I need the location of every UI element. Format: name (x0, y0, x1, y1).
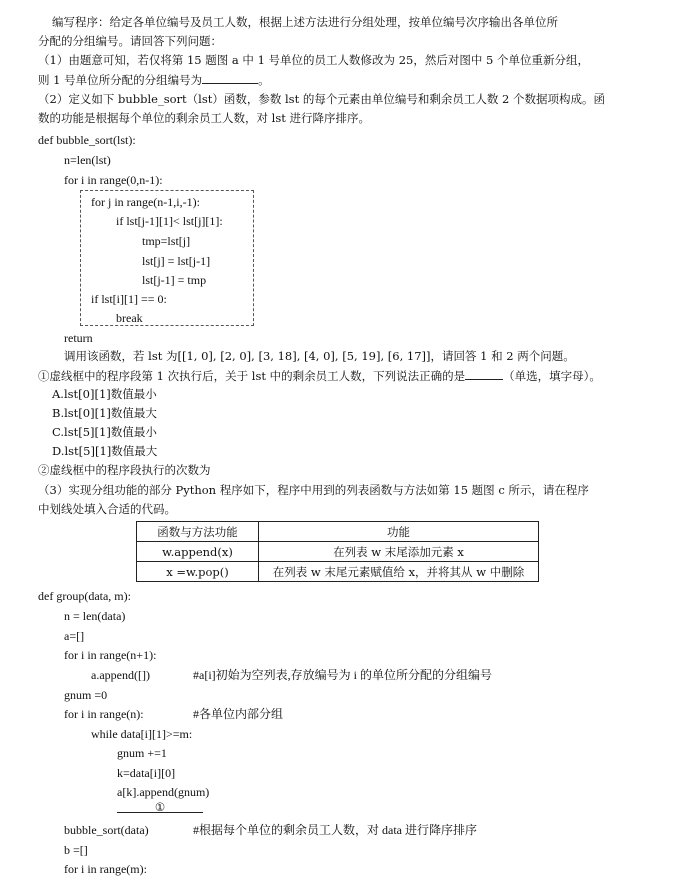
code-line: k=data[i][0] (117, 766, 176, 780)
q3-line-2: 中划线处填入合适的代码。 (38, 502, 176, 516)
option-d: D.lst[5][1]数值最大 (52, 444, 158, 458)
code-line: gnum =0 (64, 688, 108, 702)
code-comment: #各单位内部分组 (193, 707, 284, 721)
sub1-answer-blank[interactable] (465, 368, 503, 380)
q1-answer-blank[interactable] (202, 72, 258, 84)
table-row (137, 542, 539, 562)
intro-line-1: 编写程序：给定各单位编号及员工人数，根据上述方法进行分组处理，按单位编号次序输出各单位所 (52, 15, 558, 29)
option-b: B.lst[0][1]数值最大 (52, 406, 157, 420)
table-header-cell: 功能 (259, 522, 539, 542)
code-line: return (64, 331, 93, 345)
q1-line-1: （1）由题意可知，若仅将第 15 题图 a 中 1 号单位的员工人数修改为 25，然后对图中 5 个单位重新分组， (38, 53, 589, 67)
function-table (136, 521, 539, 582)
sub1-stem: ①虚线框中的程序段第 1 次执行后，关于 lst 中的剩余员工人数，下列说法正确的是 （单选，填字母）。 (38, 369, 601, 383)
code-line: a[k].append(gnum) (117, 785, 210, 799)
fill-blank-1[interactable] (117, 798, 203, 813)
blank-number-label: ① (154, 800, 166, 814)
q3-line-1: （3）实现分组功能的部分 Python 程序如下，程序中用到的列表函数与方法如第 15 题图 c 所示，请在程序 (38, 483, 589, 497)
code-comment: #根据每个单位的剩余员工人数，对 data 进行降序排序 (193, 823, 477, 837)
code-line: gnum +=1 (117, 746, 167, 760)
q2-line-1: （2）定义如下 bubble_sort（lst）函数，参数 lst 的每个元素由单位编号和剩余员工人数 2 个数据项构成。函 (38, 92, 605, 106)
table-cell: 在列表 w 末尾元素赋值给 x，并将其从 w 中删除 (259, 562, 539, 582)
code-line: if lst[i][1] == 0: (91, 292, 167, 306)
q2-line-2: 数的功能是根据每个单位的剩余员工人数，对 lst 进行降序排序。 (38, 111, 371, 125)
call-description: 调用该函数，若 lst 为[[1, 0], [2, 0], [3, 18], [4, 0], [5, 19], [6, 17]]，请回答 1 和 2 两个问题。 (64, 349, 575, 363)
code-line: while data[i][1]>=m: (91, 727, 193, 741)
table-row (137, 562, 539, 582)
code-line: b =[] (64, 843, 88, 857)
code-line: a.append([]) (91, 668, 150, 682)
code-comment: #a[i]初始为空列表,存放编号为 i 的单位所分配的分组编号 (193, 668, 492, 682)
code-line: if lst[j-1][1]< lst[j][1]: (116, 214, 223, 228)
code-line: lst[j] = lst[j-1] (142, 254, 211, 268)
table-header-row (137, 522, 539, 542)
code-line: a=[] (64, 629, 85, 643)
code-line: for i in range(0,n-1): (64, 173, 163, 187)
code-line: n = len(data) (64, 609, 126, 623)
code-line: break (116, 311, 143, 325)
code-line: for i in range(n): (64, 707, 144, 721)
table-cell: x =w.pop() (137, 562, 259, 582)
code-line: for j in range(n-1,i,-1): (91, 195, 200, 209)
code-line: n=len(lst) (64, 153, 111, 167)
code-line: def bubble_sort(lst): (38, 133, 136, 147)
table-cell: w.append(x) (137, 542, 259, 562)
code-line: bubble_sort(data) (64, 823, 149, 837)
code-line: tmp=lst[j] (142, 234, 191, 248)
code-line: for i in range(n+1): (64, 648, 157, 662)
table-cell: 在列表 w 末尾添加元素 x (259, 542, 539, 562)
option-a: A.lst[0][1]数值最小 (52, 387, 157, 401)
intro-line-2: 分配的分组编号。请回答下列问题： (38, 34, 222, 48)
code-line: lst[j-1] = tmp (142, 273, 207, 287)
q1-line-2: 则 1 号单位所分配的分组编号为 。 (38, 73, 270, 87)
sub2-stem: ②虚线框中的程序段执行的次数为 (38, 463, 211, 477)
table-header-cell: 函数与方法功能 (137, 522, 259, 542)
code-line: for i in range(m): (64, 862, 147, 876)
code-line: def group(data, m): (38, 589, 131, 603)
option-c: C.lst[5][1]数值最小 (52, 425, 157, 439)
